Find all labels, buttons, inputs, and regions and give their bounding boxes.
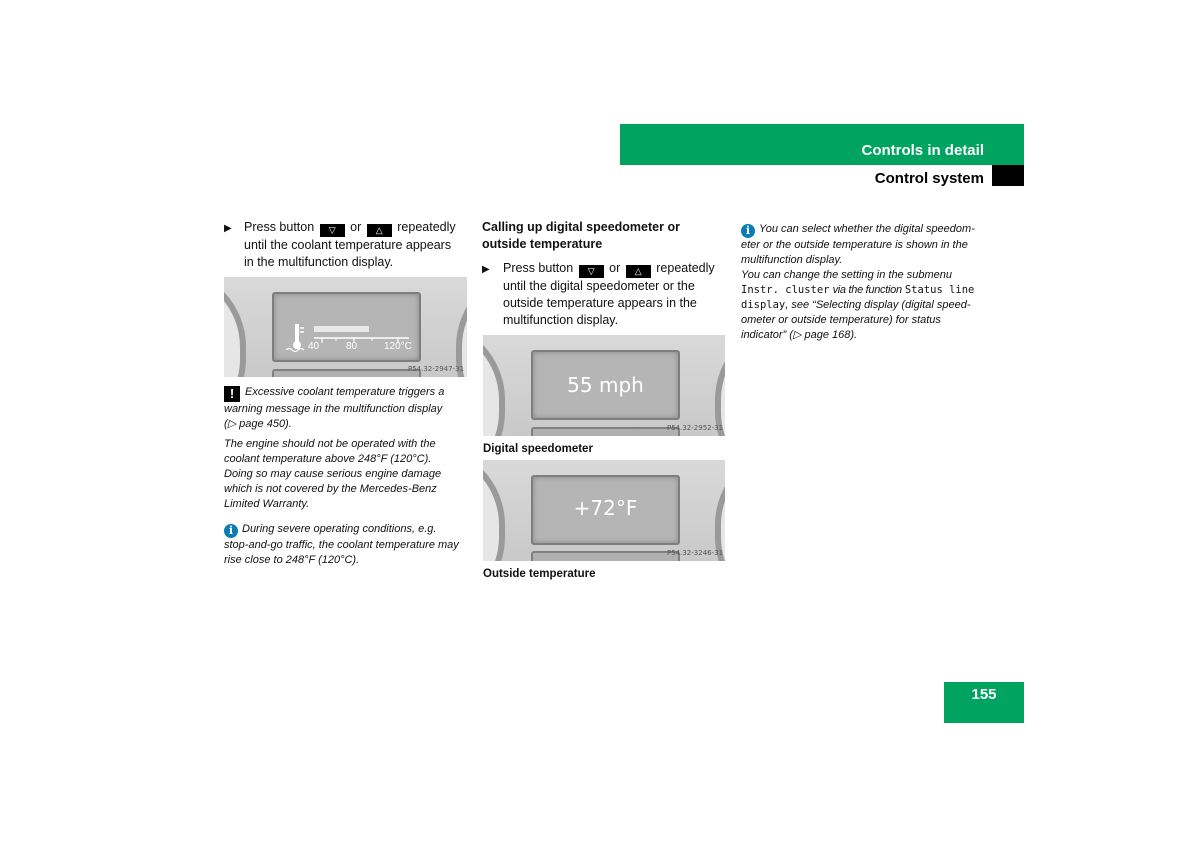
instruction-text: repeatedly [397, 220, 456, 234]
page-reference: indicator” (▷ page 168). [741, 329, 858, 341]
warning-text: Doing so may cause serious engine damage [224, 468, 442, 480]
info-text: You can select whether the digital speedom- [759, 223, 975, 235]
down-button-icon: ▽ [320, 224, 345, 237]
warning-text: Limited Warranty. [224, 498, 310, 510]
instruction-text: Press button [503, 261, 574, 275]
warning-note [224, 385, 474, 512]
right-gauge [715, 335, 725, 436]
lower-panel [531, 551, 680, 561]
multifunction-screen [272, 292, 421, 362]
section-heading [482, 219, 727, 253]
instruction-text: in the multifunction display. [244, 255, 394, 269]
temperature-readout: +72°F [573, 496, 638, 520]
warning-text: Excessive coolant temperature triggers a [245, 386, 445, 398]
scale-label-80: 80 [346, 341, 358, 352]
scale-label-120: 120°C [384, 341, 412, 352]
heading-text: Calling up digital speedometer or [482, 220, 680, 234]
up-button-icon: △ [626, 265, 651, 278]
multifunction-screen [531, 475, 680, 545]
section-title: Controls in detail [861, 142, 984, 159]
lower-panel [531, 427, 680, 436]
info-text: ometer or outside temperature) for status [741, 314, 941, 326]
instruction-text: until the digital speedometer or the [503, 279, 695, 293]
function-name: Status line [904, 284, 975, 296]
left-gauge [483, 335, 505, 436]
instruction-text: repeatedly [656, 261, 715, 275]
bullet-icon: ▶ [224, 223, 232, 234]
warning-icon: ! [224, 386, 240, 402]
instruction-text: Press button [244, 220, 315, 234]
page-number: 155 [971, 686, 997, 703]
warning-text: coolant temperature above 248°F (120°C). [224, 453, 432, 465]
right-gauge [715, 460, 725, 561]
info-note-coolant [224, 522, 474, 568]
menu-name: Instr. cluster [741, 284, 830, 296]
warning-text: warning message in the multifunction display [224, 403, 443, 415]
heading-text: outside temperature [482, 237, 603, 251]
subsection-title: Control system [874, 170, 984, 187]
function-name: display [741, 299, 786, 311]
info-icon: i [224, 524, 238, 538]
or-text: or [609, 261, 621, 275]
speed-readout: 55 mph [567, 373, 644, 397]
image-code: P54.32-3246-31 [667, 549, 724, 557]
scale-label-40: 40 [308, 341, 320, 352]
info-text: multifunction display. [741, 254, 843, 266]
info-text: via the function [832, 284, 902, 296]
image-code: P54.32-2947-31 [408, 365, 465, 373]
lower-panel [272, 369, 421, 377]
info-text: You can change the setting in the submenu [741, 269, 952, 281]
warning-text: which is not covered by the Mercedes-Benz [224, 483, 437, 495]
down-button-icon: ▽ [579, 265, 604, 278]
left-gauge [224, 277, 246, 377]
bullet-icon: ▶ [482, 264, 490, 275]
info-icon: i [741, 224, 755, 238]
info-note-display-setting [741, 222, 991, 343]
right-gauge [456, 277, 467, 377]
instruction-text: until the coolant temperature appears [244, 238, 452, 252]
subsection-marker [992, 165, 1024, 186]
instruction-text: multifunction display. [503, 313, 619, 327]
image-code: P54.32-2952-31 [667, 424, 724, 432]
instruction-text: outside temperature appears in the [503, 296, 697, 310]
info-text: stop-and-go traffic, the coolant temperature may [224, 539, 459, 551]
info-text: rise close to 248°F (120°C). [224, 554, 360, 566]
up-button-icon: △ [367, 224, 392, 237]
coolant-display-image [224, 277, 467, 377]
caption-digital-speedometer: Digital speedometer [483, 443, 593, 455]
caption-outside-temperature: Outside temperature [483, 568, 596, 580]
instruction-coolant [224, 219, 469, 271]
warning-text: The engine should not be operated with the [224, 438, 436, 450]
info-text: eter or the outside temperature is shown in the [741, 239, 968, 251]
info-text: , see “Selecting display (digital speed- [785, 299, 971, 311]
info-text: During severe operating conditions, e.g. [242, 523, 437, 535]
multifunction-screen [531, 350, 680, 420]
page-reference: (▷ page 450). [224, 418, 292, 430]
outside-temperature-image [483, 460, 725, 561]
digital-speedometer-image [483, 335, 725, 436]
left-gauge [483, 460, 505, 561]
or-text: or [350, 220, 362, 234]
instruction-speedometer [482, 260, 727, 329]
